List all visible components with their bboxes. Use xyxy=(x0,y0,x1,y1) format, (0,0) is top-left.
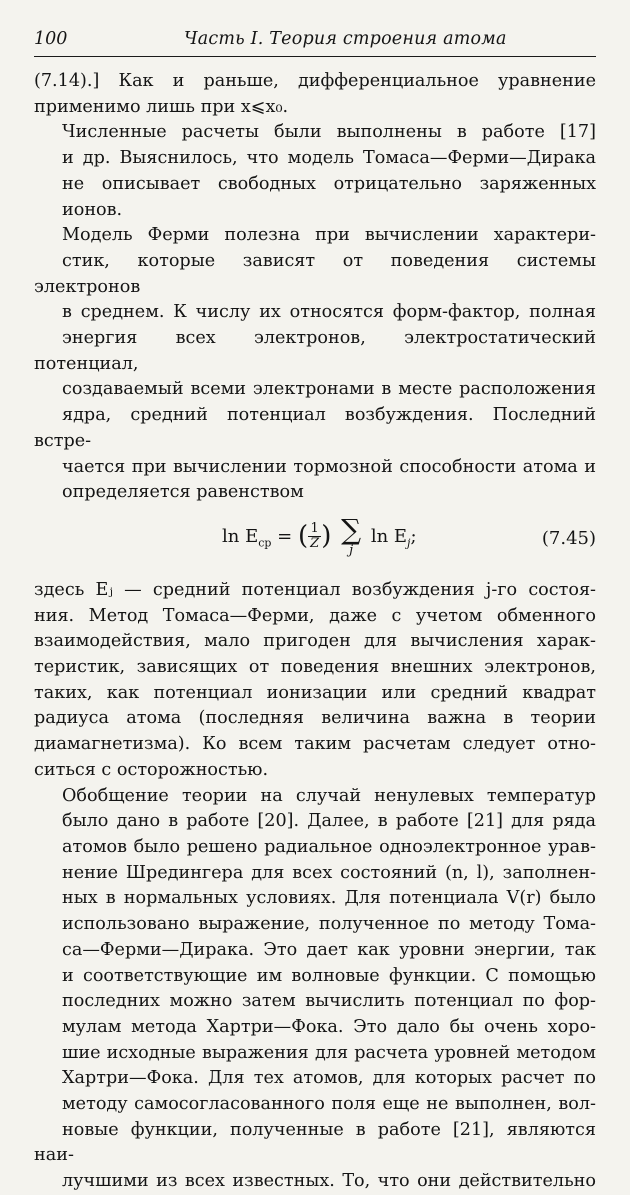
paragraph-5 xyxy=(34,784,596,1195)
header-rule xyxy=(34,56,596,57)
text-line: диамагнетизма). Ко всем таким расчетам следует отно- xyxy=(34,734,596,755)
left-paren: ( xyxy=(297,521,309,552)
text-line: лучшими из всех известных. То, что они действительно xyxy=(62,1171,596,1192)
page-number: 100 xyxy=(34,29,68,49)
text-line: новые функции, полученные в работе [21], являются наи- xyxy=(34,1119,596,1166)
text-line: использовано выражение, полученное по методу Тома- xyxy=(62,914,596,935)
text-line: здесь Eⱼ — средний потенциал возбуждения j-го состоя- xyxy=(34,579,596,600)
text-line: Хартри—Фока. Для тех атомов, для которых расчет по xyxy=(62,1068,596,1089)
equation-equals: = xyxy=(277,525,293,547)
paragraph-3 xyxy=(34,223,596,506)
right-paren: ) xyxy=(321,521,332,552)
text-line: было дано в работе [20]. Далее, в работе [21] для ряда xyxy=(62,811,596,832)
text-line: энергия всех электронов, электростатический потенциал, xyxy=(34,328,596,374)
paragraph-1 xyxy=(34,69,596,120)
equation-7-45 xyxy=(34,510,596,576)
body-text xyxy=(34,69,596,1195)
text-line: ситься с осторожностью. xyxy=(34,759,269,780)
equation-rhs-subscript: j xyxy=(407,536,411,550)
sum-symbol: ∑ xyxy=(341,512,362,546)
equation-number: (7.45) xyxy=(541,527,596,549)
fraction-denominator: Z xyxy=(310,536,320,552)
equation-lhs: ln E xyxy=(222,525,259,547)
text-line: атомов было решено радиальное одноэлектронное урав- xyxy=(62,836,596,857)
text-line: и др. Выяснилось, что модель Томаса—Ферми—Дирака xyxy=(62,148,596,169)
text-line: Обобщение теории на случай ненулевых температур xyxy=(62,785,596,806)
text-line: таких, как потенциал ионизации или средний квадрат xyxy=(34,682,596,703)
page-header xyxy=(34,27,596,51)
text-line: создаваемый всеми электронами в месте расположения xyxy=(62,379,596,400)
equation-fraction xyxy=(308,522,321,551)
text-line: и соответствующие им волновые функции. С помощью xyxy=(62,965,596,986)
text-line: теристик, зависящих от поведения внешних электронов, xyxy=(34,657,596,678)
text-line: последних можно затем вычислить потенциал по фор- xyxy=(62,991,596,1012)
text-line: взаимодействия, мало пригоден для вычисления харак- xyxy=(34,631,596,652)
paragraph-2 xyxy=(34,120,596,223)
text-line: Численные расчеты были выполнены в работе [17] xyxy=(62,122,596,143)
sum-index: j xyxy=(349,542,354,558)
text-line: ионов. xyxy=(62,199,123,220)
fraction-numerator: 1 xyxy=(308,522,321,537)
text-line: ния. Метод Томаса—Ферми, даже с учетом обменного xyxy=(34,605,596,626)
text-line: ядра, средний потенциал возбуждения. Последний встре- xyxy=(34,405,596,451)
text-line: методу самосогласованного поля еще не выполнен, вол- xyxy=(62,1094,596,1115)
text-line: применимо лишь при x⩽x₀. xyxy=(34,96,289,117)
text-line: радиуса атома (последняя величина важна в теории xyxy=(34,708,596,729)
text-line: стик, которые зависят от поведения системы электронов xyxy=(34,250,596,297)
equation-tail: ; xyxy=(410,525,417,547)
text-line: не описывает свободных отрицательно заряженных xyxy=(62,173,596,194)
text-line: са—Ферми—Дирака. Это дает как уровни энергии, так xyxy=(62,939,596,960)
text-line: шие исходные выражения для расчета уровней методом xyxy=(62,1042,596,1063)
text-line: мулам метода Хартри—Фока. Это дало бы очень хоро- xyxy=(62,1016,596,1037)
equation-formula xyxy=(222,512,417,558)
equation-rhs: ln E xyxy=(370,525,408,547)
text-line: нение Шредингера для всех состояний (n, l), заполнен- xyxy=(62,862,596,883)
text-line: в среднем. К числу их относятся форм-фактор, полная xyxy=(62,302,596,323)
text-line: определяется равенством xyxy=(62,482,304,503)
running-title: Часть I. Теория строения атома xyxy=(184,29,507,49)
equation-lhs-subscript: ср xyxy=(258,536,272,550)
text-line: (7.14).] Как и раньше, дифференциальное уравнение xyxy=(34,71,596,91)
text-line: чается при вычислении тормозной способности атома и xyxy=(62,456,596,477)
paragraph-4 xyxy=(34,578,596,784)
text-line: Модель Ферми полезна при вычислении характери- xyxy=(62,225,596,246)
text-line: ных в нормальных условиях. Для потенциала V(r) было xyxy=(62,888,596,909)
summation xyxy=(341,512,362,558)
